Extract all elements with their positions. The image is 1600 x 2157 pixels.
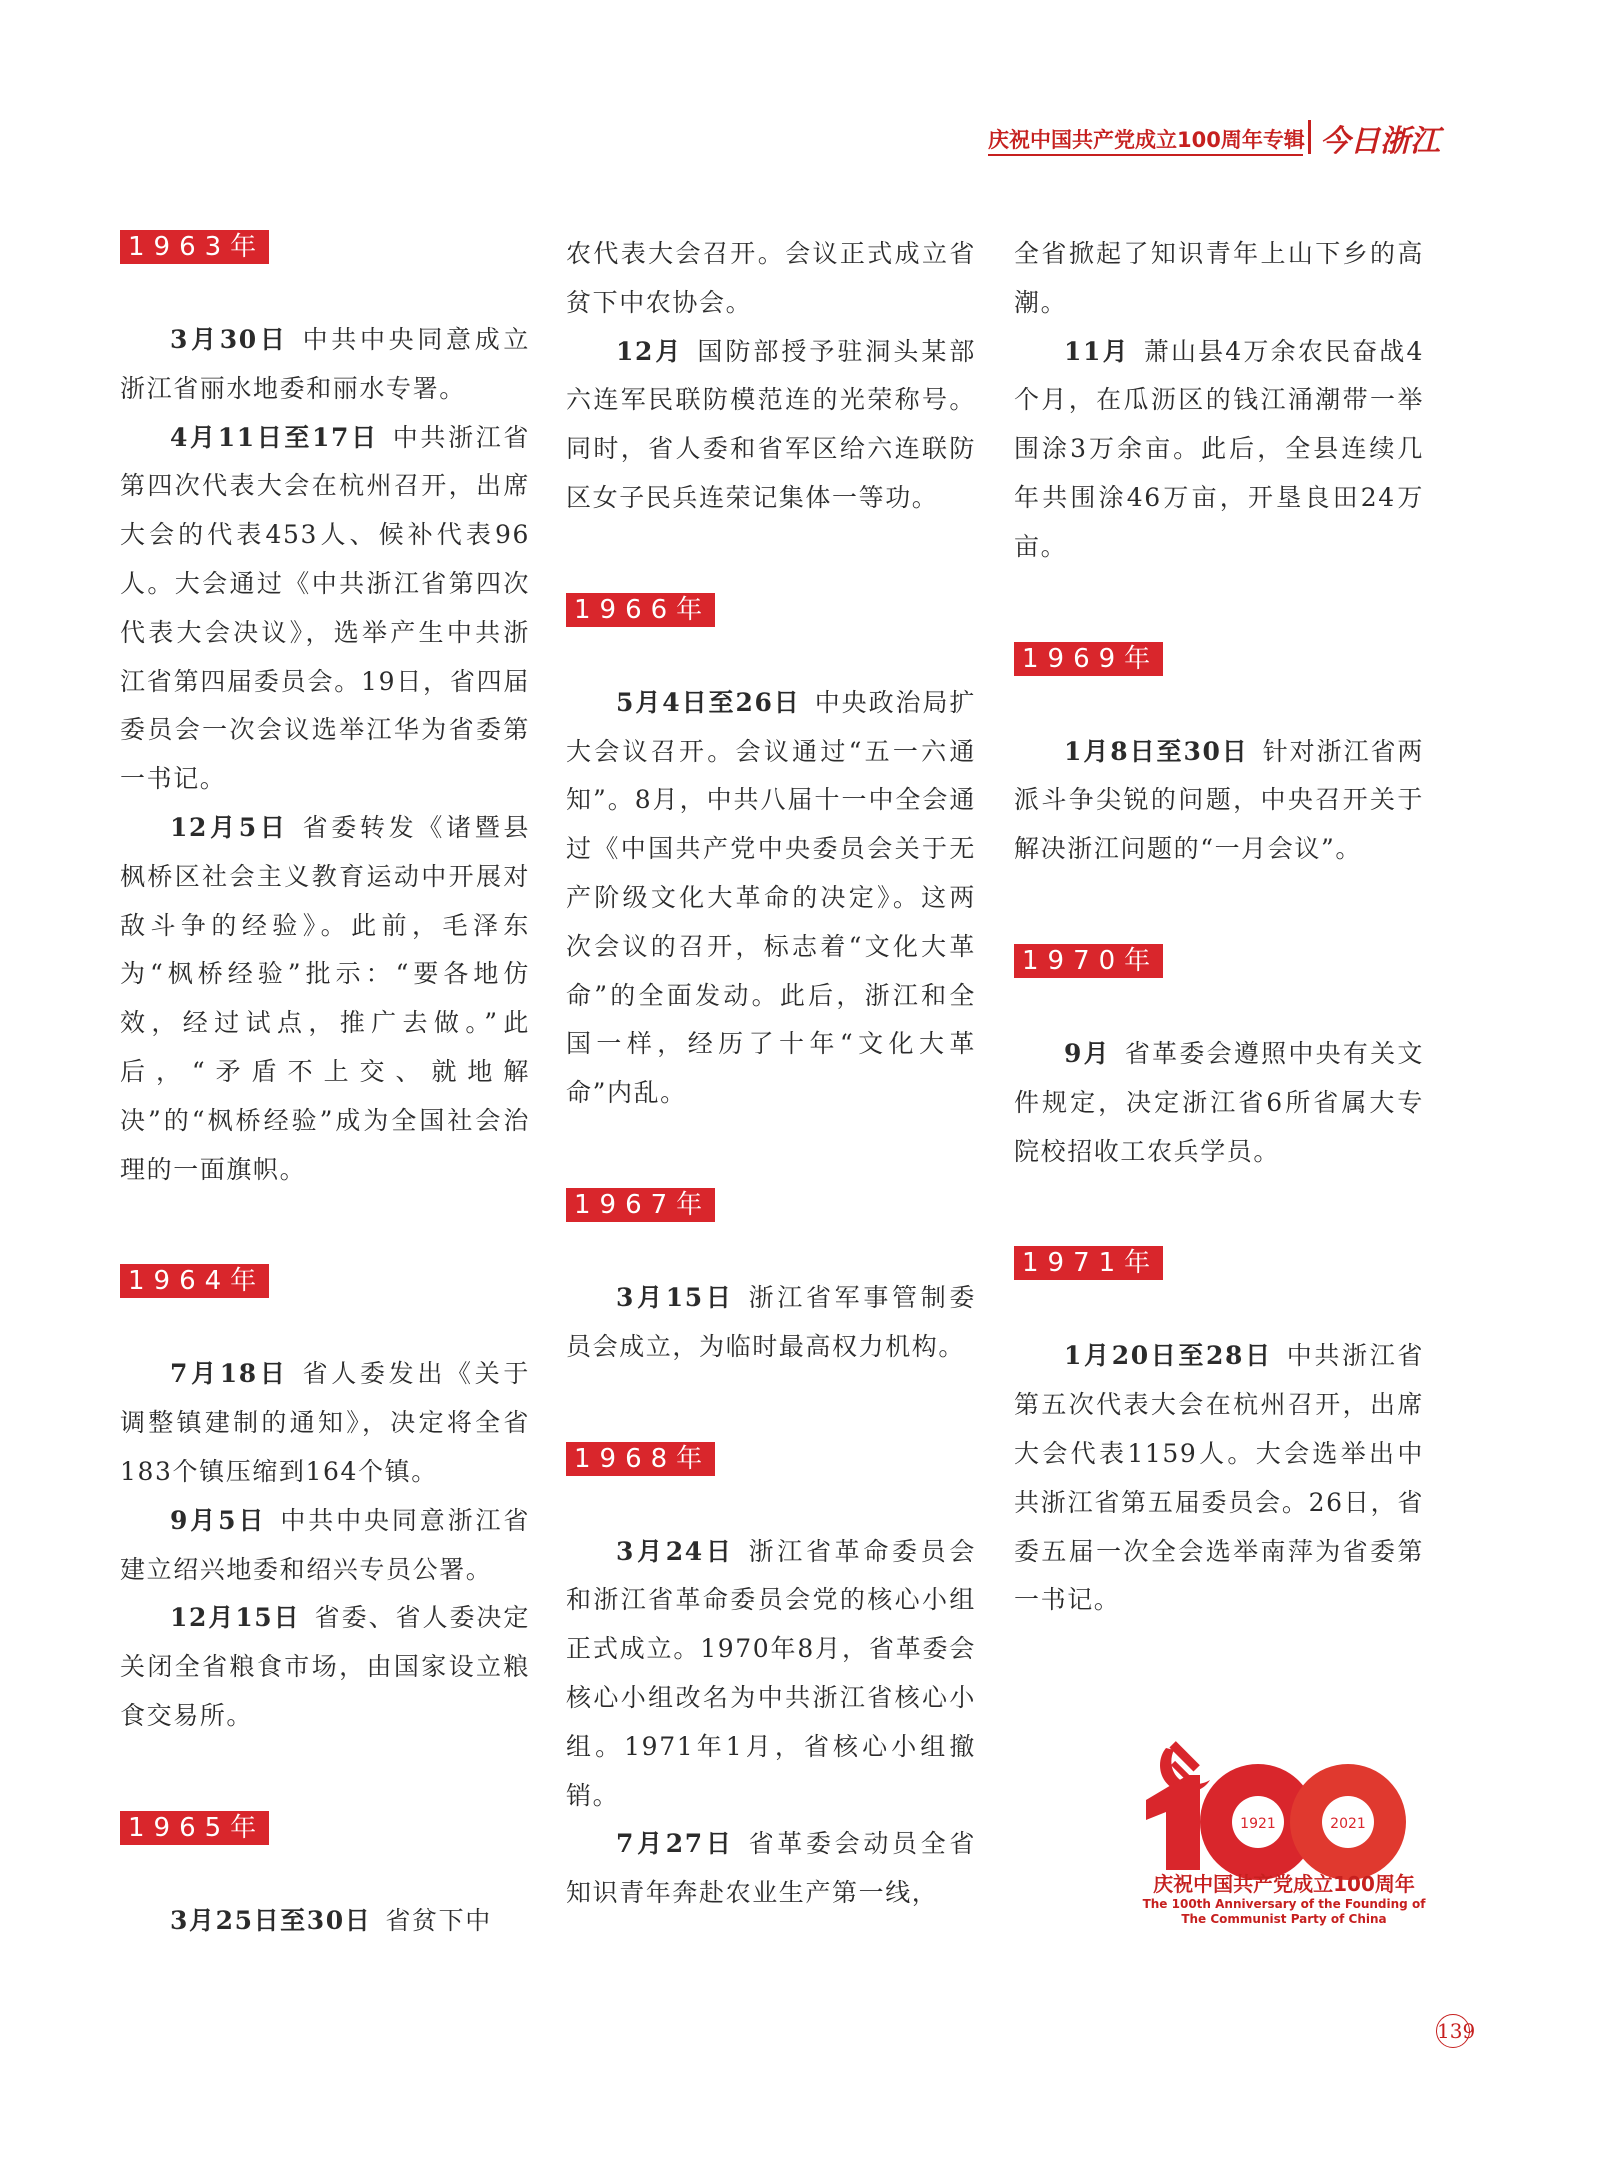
entry-date: 9月5日 <box>170 1505 267 1535</box>
chronicle-entry <box>120 1594 530 1740</box>
entry-text: 全省掀起了知识青年上山下乡的高潮。 <box>1014 239 1424 317</box>
header-underline <box>988 154 1303 156</box>
year-heading-block <box>566 1188 976 1222</box>
chronicle-entry <box>566 230 976 328</box>
year-heading-block <box>1014 944 1424 978</box>
logo-caption-en-2: The Communist Party of China <box>1181 1912 1387 1926</box>
section-spacer <box>1014 874 1424 944</box>
digit-one <box>1146 1775 1200 1870</box>
chronicle-entry <box>120 1350 530 1496</box>
entry-text: 浙江省军事管制委员会成立，为临时最高权力机构。 <box>566 1282 976 1361</box>
year-heading: 1969年 <box>1014 642 1163 676</box>
section-spacer <box>1014 572 1424 642</box>
year-heading-block <box>120 1264 530 1298</box>
chronicle-entry <box>1014 1332 1424 1625</box>
entry-text: 中共浙江省第四次代表大会在杭州召开，出席大会的代表453人、候补代表96人。大会通过《中共浙江省第四次代表大会决议》，选举产生中共浙江省第四届委员会。19日，省四届委员会一次会议选举江华为省委第一书记。 <box>120 422 530 794</box>
entry-text: 中共中央同意浙江省建立绍兴地委和绍兴专员公署。 <box>120 1505 530 1584</box>
entry-text: 国防部授予驻洞头某部六连军民联防模范连的光荣称号。同时，省人委和省军区给六连联防区女子民兵连荣记集体一等功。 <box>566 336 976 512</box>
entry-text: 省革委会遵照中央有关文件规定，决定浙江省6所省属大专院校招收工农兵学员。 <box>1014 1038 1424 1166</box>
logo-year-right: 2021 <box>1330 1816 1366 1832</box>
chronicle-entry <box>120 414 530 804</box>
section-spacer <box>566 1372 976 1442</box>
section-spacer <box>120 1194 530 1264</box>
entry-date: 12月 <box>616 336 684 366</box>
entry-date: 1月20日至28日 <box>1064 1341 1273 1371</box>
entry-text: 萧山县4万余农民奋战4个月，在瓜沥区的钱江涌潮带一举围涂3万余亩。此后，全县连续几年共围涂46万亩，开垦良田24万亩。 <box>1014 336 1424 561</box>
entry-text: 中共中央同意成立浙江省丽水地委和丽水专署。 <box>120 325 530 403</box>
chronicle-entry <box>566 679 976 1118</box>
logo-caption <box>1134 1868 1434 1927</box>
chronicle-entry <box>120 1497 530 1595</box>
logo-caption-en-1: The 100th Anniversary of the Founding of <box>1142 1897 1426 1911</box>
entry-date: 5月4日至26日 <box>616 687 801 717</box>
chronicle-entry <box>566 328 976 523</box>
year-heading: 1968年 <box>566 1442 715 1476</box>
section-spacer <box>120 1741 530 1811</box>
entry-date: 11月 <box>1064 336 1130 366</box>
chronicle-entry <box>566 1528 976 1821</box>
column-3 <box>1014 230 1424 1625</box>
magazine-brand: 今日浙江 <box>1320 124 1440 159</box>
header-divider <box>1308 120 1311 154</box>
column-2 <box>566 230 976 1918</box>
year-heading-block <box>120 1811 530 1845</box>
year-heading: 1964年 <box>120 1264 269 1298</box>
entry-text: 针对浙江省两派斗争尖锐的问题，中央召开关于解决浙江问题的“一月会议”。 <box>1014 736 1424 864</box>
section-spacer <box>1014 1176 1424 1246</box>
entry-date: 4月11日至17日 <box>170 422 379 452</box>
logo-year-left: 1921 <box>1240 1816 1276 1832</box>
entry-date: 12月5日 <box>170 812 289 842</box>
page-header <box>988 118 1440 159</box>
year-heading-block <box>566 593 976 627</box>
entry-date: 3月30日 <box>170 325 289 354</box>
chronicle-entry <box>1014 728 1424 874</box>
chronicle-entry <box>1014 1030 1424 1176</box>
year-heading: 1971年 <box>1014 1246 1163 1280</box>
year-heading: 1963年 <box>120 230 269 264</box>
entry-text: 省委、省人委决定关闭全省粮食市场，由国家设立粮食交易所。 <box>120 1603 530 1730</box>
chronicle-entry <box>120 1897 530 1946</box>
entry-text: 省革委会动员全省知识青年奔赴农业生产第一线， <box>566 1829 976 1908</box>
entry-date: 9月 <box>1064 1038 1111 1068</box>
logo-caption-cn: 庆祝中国共产党成立100周年 <box>1153 1872 1415 1896</box>
header-title: 庆祝中国共产党成立100周年专辑 <box>988 128 1305 152</box>
column-1 <box>120 230 530 1946</box>
year-heading: 1967年 <box>566 1188 715 1222</box>
year-heading: 1965年 <box>120 1811 269 1845</box>
entry-date: 3月25日至30日 <box>170 1905 372 1935</box>
entry-text: 省委转发《诸暨县枫桥区社会主义教育运动中开展对敌斗争的经验》。此前，毛泽东为“枫桥经验”批示：“要各地仿效，经过试点，推广去做。”此后，“矛盾不上交、就地解决”的“枫桥经验”成为全国社会治理的一面旗帜。 <box>120 812 530 1184</box>
chronicle-entry <box>120 804 530 1194</box>
year-heading-block <box>566 1442 976 1476</box>
section-spacer <box>566 1118 976 1188</box>
section-spacer <box>566 523 976 593</box>
year-heading: 1966年 <box>566 593 715 627</box>
entry-text: 省人委发出《关于调整镇建制的通知》，决定将全省183个镇压缩到164个镇。 <box>120 1359 530 1486</box>
chronicle-entry <box>566 1274 976 1372</box>
page-number: 139 <box>1436 2014 1470 2048</box>
entry-date: 7月27日 <box>616 1829 735 1859</box>
entry-text: 农代表大会召开。会议正式成立省贫下中农协会。 <box>566 239 976 317</box>
year-heading: 1970年 <box>1014 944 1163 978</box>
chronicle-entry <box>1014 230 1424 328</box>
entry-text: 省贫下中 <box>385 1905 492 1935</box>
entry-date: 12月15日 <box>170 1603 301 1633</box>
year-heading-block <box>120 230 530 264</box>
year-heading-block <box>1014 1246 1424 1280</box>
entry-date: 3月15日 <box>616 1282 735 1312</box>
chronicle-entry <box>120 316 530 414</box>
year-heading-block <box>1014 642 1424 676</box>
entry-date: 3月24日 <box>616 1536 735 1566</box>
entry-text: 浙江省革命委员会和浙江省革命委员会党的核心小组正式成立。1970年8月，省革委会核心小组改名为中共浙江省核心小组。1971年1月，省核心小组撤销。 <box>566 1536 976 1810</box>
entry-text: 中共浙江省第五次代表大会在杭州召开，出席大会代表1159人。大会选举出中共浙江省第五届委员会。26日，省委五届一次全会选举南萍为省委第一书记。 <box>1014 1341 1424 1615</box>
entry-text: 中央政治局扩大会议召开。会议通过“五一六通知”。8月，中共八届十一中全会通过《中国共产党中央委员会关于无产阶级文化大革命的决定》。这两次会议的召开，标志着“文化大革命”的全面发动。此后，浙江和全国一样，经历了十年“文化大革命”内乱。 <box>566 687 976 1108</box>
chronicle-entry <box>1014 328 1424 572</box>
entry-date: 7月18日 <box>170 1359 289 1389</box>
entry-date: 1月8日至30日 <box>1064 736 1249 766</box>
chronicle-entry <box>566 1820 976 1918</box>
